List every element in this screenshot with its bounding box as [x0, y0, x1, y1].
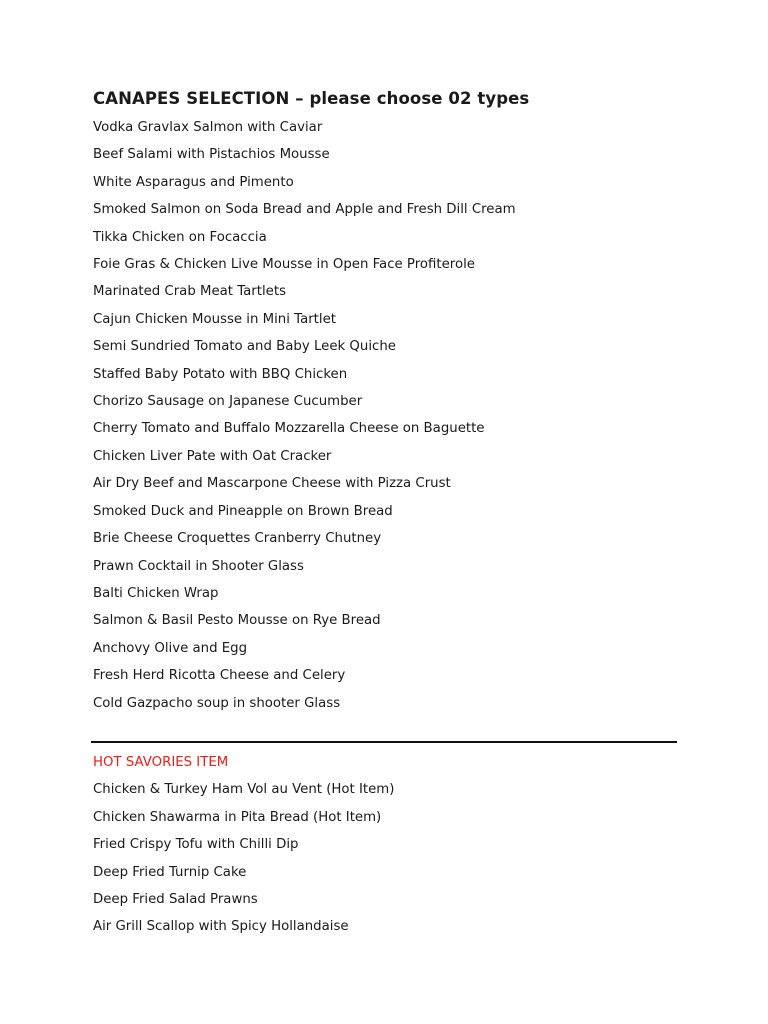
menu-item: Fried Crispy Tofu with Chilli Dip [93, 837, 299, 853]
hot-savories-heading: HOT SAVORIES ITEM [93, 754, 229, 770]
menu-item: Prawn Cocktail in Shooter Glass [93, 558, 304, 574]
menu-item: Salmon & Basil Pesto Mousse on Rye Bread [93, 613, 381, 629]
menu-item: Fresh Herd Ricotta Cheese and Celery [93, 668, 346, 684]
menu-item: Vodka Gravlax Salmon with Caviar [93, 120, 323, 135]
menu-item: Cold Gazpacho soup in shooter Glass [93, 695, 341, 711]
menu-item: Deep Fried Turnip Cake [93, 864, 247, 880]
menu-item: Deep Fried Salad Prawns [93, 891, 258, 907]
menu-item: Chicken & Turkey Ham Vol au Vent (Hot Item) [93, 782, 395, 798]
menu-item: Semi Sundried Tomato and Baby Leek Quiche [93, 339, 396, 355]
menu-item: Anchovy Olive and Egg [93, 640, 248, 656]
menu-item: Cajun Chicken Mousse in Mini Tartlet [93, 311, 336, 327]
menu-item: Smoked Duck and Pineapple on Brown Bread [93, 503, 393, 519]
menu-item: White Asparagus and Pimento [93, 174, 294, 190]
menu-document [93, 86, 693, 941]
menu-item: Foie Gras & Chicken Live Mousse in Open Face Profiterole [93, 257, 475, 273]
menu-item: Tikka Chicken on Focaccia [93, 229, 267, 245]
menu-item: Air Grill Scallop with Spicy Hollandaise [93, 919, 349, 935]
menu-item: Chicken Shawarma in Pita Bread (Hot Item) [93, 809, 382, 825]
menu-item: Beef Salami with Pistachios Mousse [93, 147, 330, 163]
menu-item: Smoked Salmon on Soda Bread and Apple and Fresh Dill Cream [93, 202, 516, 218]
menu-item: Staffed Baby Potato with BBQ Chicken [93, 366, 348, 382]
menu-item: Cherry Tomato and Buffalo Mozzarella Cheese on Baguette [93, 421, 485, 437]
menu-item: Balti Chicken Wrap [93, 585, 219, 601]
hot-savories-list [93, 776, 693, 940]
menu-item: Air Dry Beef and Mascarpone Cheese with Pizza Crust [93, 476, 451, 492]
menu-item: Marinated Crab Meat Tartlets [93, 284, 286, 300]
menu-item: Chorizo Sausage on Japanese Cucumber [93, 394, 363, 410]
canapes-list [93, 114, 693, 717]
canapes-heading: CANAPES SELECTION – please choose 02 types [93, 89, 530, 108]
menu-item: Chicken Liver Pate with Oat Cracker [93, 448, 332, 464]
menu-item: Brie Cheese Croquettes Cranberry Chutney [93, 531, 382, 547]
section-divider [91, 741, 677, 743]
